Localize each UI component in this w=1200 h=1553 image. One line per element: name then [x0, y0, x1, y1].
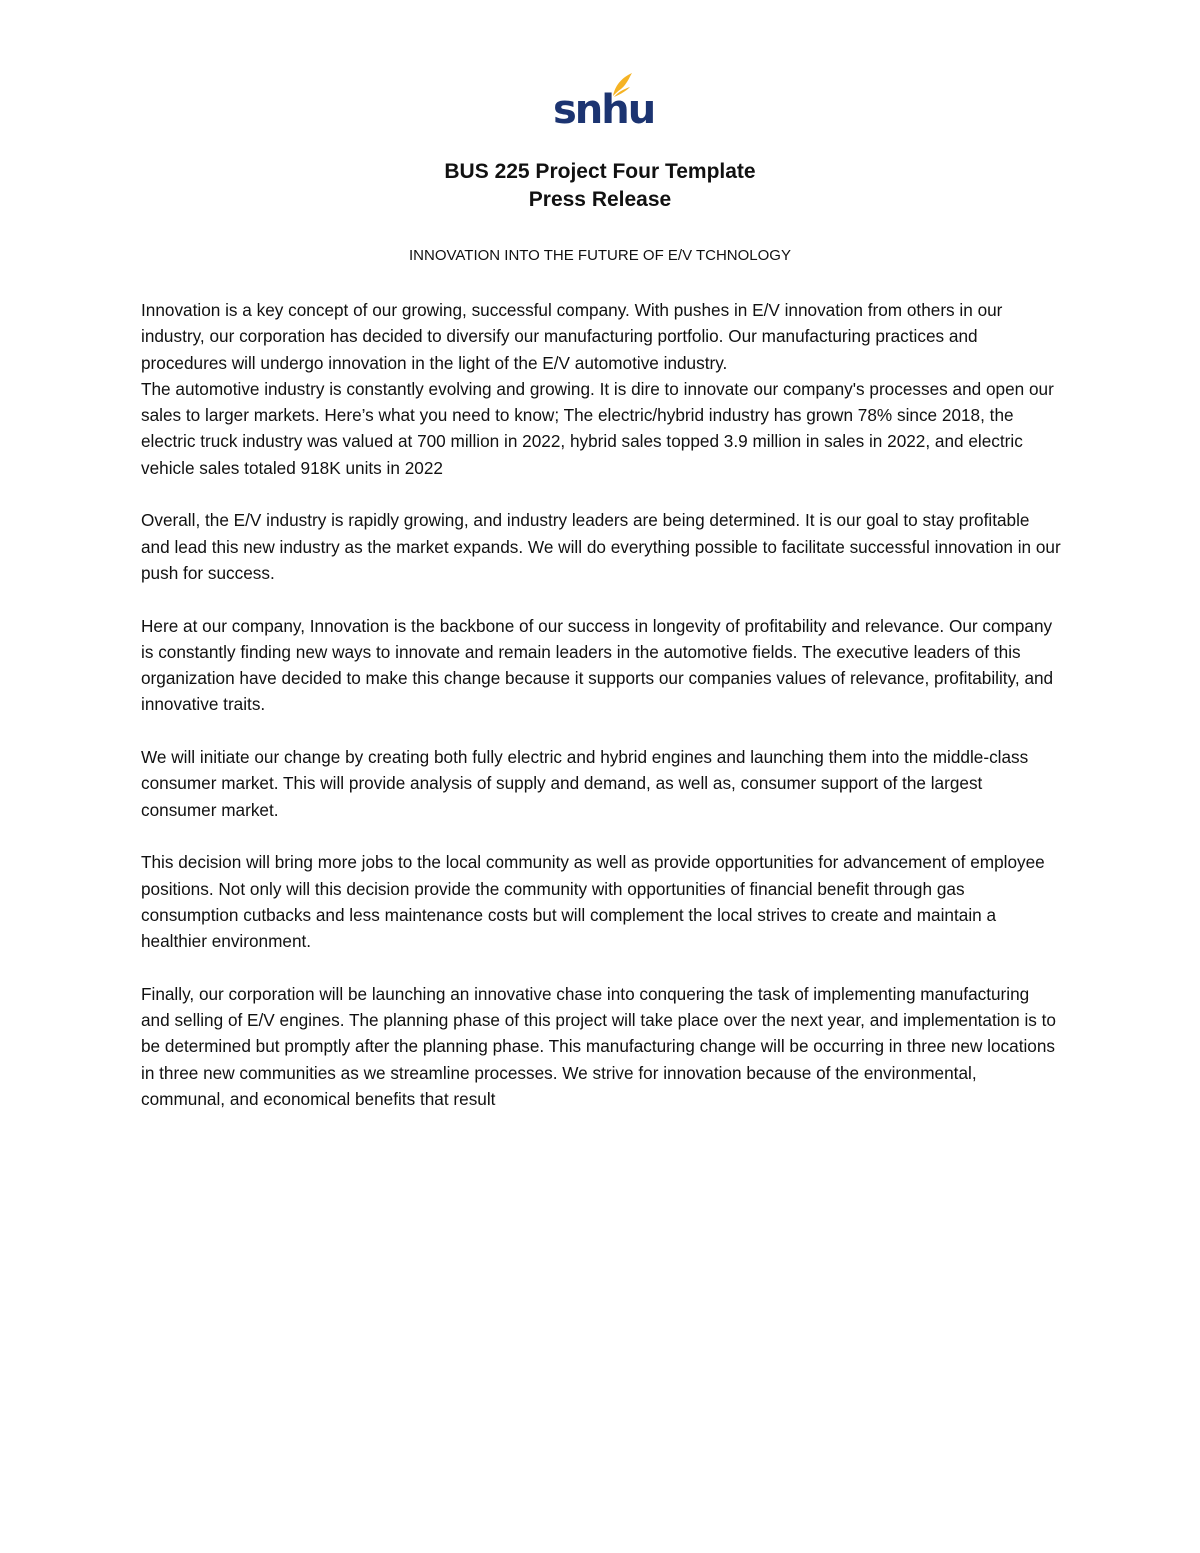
- paragraph-1: Innovation is a key concept of our growing, successful company. With pushes in E/V innovation from others in our industry, our corporation has decided to diversify our manufacturing portfolio. Our manufacturing practices and procedures will undergo innovation in the light of the E/V automotive industry.: [141, 300, 1003, 373]
- logo-wordmark: snhu: [553, 87, 655, 133]
- paragraph-7: Finally, our corporation will be launching an innovative chase into conquering the task of implementing manufacturing and selling of E/V engines. The planning phase of this project will take place over the next year, and implementation is to be determined but promptly after the planning phase. This manufacturing change will be occurring in three new locations in three new communities as we streamline processes. We strive for innovation because of the environmental, communal, and economical benefits that result: [141, 983, 1056, 1109]
- paragraph-5: We will initiate our change by creating both fully electric and hybrid engines and launching them into the middle-class consumer market. This will provide analysis of supply and demand, as well as, consumer support of the largest consumer market.: [141, 747, 1029, 820]
- paragraph-3: Overall, the E/V industry is rapidly growing, and industry leaders are being determined. It is our goal to stay profitable and lead this new industry as the market expands. We will do everything possible to facilitate successful innovation in our push for success.: [141, 510, 1061, 583]
- paragraph-4: Here at our company, Innovation is the backbone of our success in longevity of profitability and relevance. Our company is constantly finding new ways to innovate and remain leaders in the automotive fields. The executive leaders of this organization have decided to make this change because it supports our companies values of relevance, profitability, and innovative traits.: [141, 615, 1054, 715]
- title-line-1: BUS 225 Project Four Template: [444, 160, 756, 183]
- paragraph-2: The automotive industry is constantly evolving and growing. It is dire to innovate our company's processes and open our sales to larger markets. Here’s what you need to know; The electric/hybrid industry has grown 78% since 2018, the electric truck industry was valued at 700 million in 2022, hybrid sales topped 3.9 million in sales in 2022, and electric vehicle sales totaled 918K units in 2022: [141, 378, 1054, 478]
- paragraph-6: This decision will bring more jobs to the local community as well as provide opportunities for advancement of employee positions. Not only will this decision provide the community with opportunities of financial benefit through gas consumption cutbacks and less maintenance costs but will complement the local strives to create and maintain a healthier environment.: [141, 852, 1045, 952]
- snhu-logo: [553, 72, 655, 136]
- press-release-body: [141, 297, 1061, 1112]
- document-title: [0, 158, 1200, 214]
- press-release-headline: INNOVATION INTO THE FUTURE OF E/V TCHNOLOGY: [409, 247, 791, 264]
- title-line-2: Press Release: [528, 188, 672, 211]
